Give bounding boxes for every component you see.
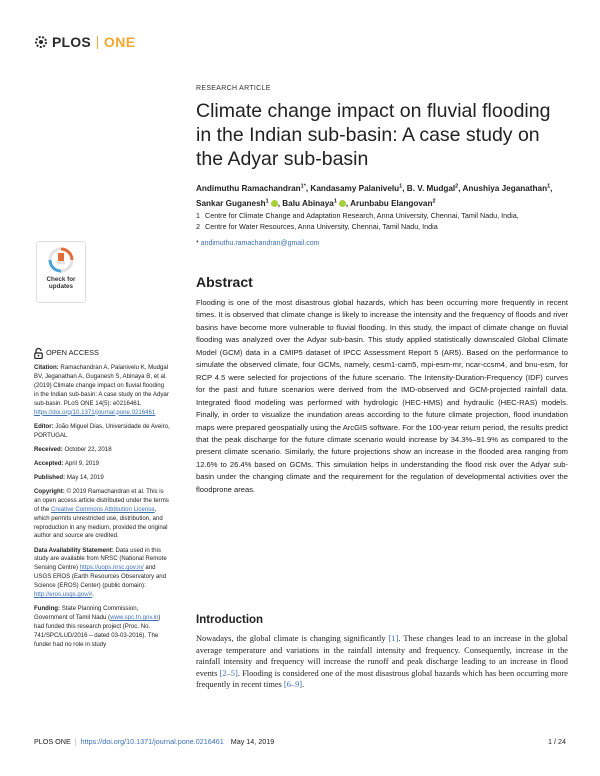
- license-link[interactable]: Creative Commons Attribution License: [50, 505, 155, 513]
- accepted-label: Accepted:: [34, 459, 64, 467]
- received-block: [34, 446, 170, 455]
- author: [350, 199, 435, 208]
- intro-text: . These changes lead to an increase in the global average temperature and variations in the rainfall intensity and frequency. Consequently, increase in the rainfall intensity and frequency will increase the runoff and peak discharge leading to an increase in flood events: [196, 634, 568, 678]
- citation-label: Citation:: [34, 364, 59, 371]
- usgs-link[interactable]: http://eros.usgs.gov/#: [34, 591, 93, 599]
- author-name: Kandasamy Palanivelu: [310, 183, 400, 193]
- copyright-block: [34, 488, 170, 541]
- corresponding-email: [196, 240, 319, 247]
- received-date: October 22, 2018: [62, 445, 112, 453]
- citation-doi-link[interactable]: https://doi.org/10.1371/journal.pone.0216461: [34, 408, 156, 416]
- author-list: [196, 180, 568, 210]
- check-updates-line2: updates: [48, 283, 74, 290]
- published-block: [34, 474, 170, 483]
- abstract-text: Flooding is one of the most disastrous global hazards, which has been occurring more frequently in recent times. It is observed that climate change is likely to increase the intensity and the frequency of floods and river basins have become more vulnerable to fluvial flooding. In this study, the impact of climate change on fluvial flooding was analyzed over the Adyar sub-basin. This study applied statistically downscaled Global Climate Model (GCM) data in a CMIP5 dataset of IPCC Assessment Report 5 (AR5). Based on the performance to simulate the observed climate, four GCMs, namely, cesm1-cam5, mpi-esm-mr, ncar-ccsm4, and bnu-esm, for RCP 4.5 were selected for projections of the future scenario. The Intensity-Duration-Frequency (IDF) curves for the past and future scenarios were derived from the IMD-observed and GCM-projected rainfall data. Integrated flood modeling was performed with hydrologic (HEC-HMS) and hydraulic (HEC-RAS) models. Finally, in order to visualize the inundation areas according to the future climate projection, flood inundation maps were prepared geospatially using the ArcGIS software. For the 100-year return period, the results predict that the peak discharge for the future climate scenario would increase by 34.3%–91.9% as compared to the present climate scenario. Similarly, the future projections show an increase in the flooded area ranging from 12.6% to 26.4% based on GCMs. This simulation helps in understanding the flood risk over the Adyar sub-basin under the changing climate and the requirement for the regulation of developmental activities over the floodprone areas.: [196, 298, 568, 494]
- journal-logo: [34, 34, 135, 50]
- copyright-text: © 2019 Ramachandran et al. This is an open access article distributed under the terms of the: [34, 487, 169, 513]
- affiliation-1: [196, 211, 568, 222]
- intro-text: .: [302, 680, 305, 690]
- email-link[interactable]: andimuthu.ramachandran@gmail.com: [200, 240, 320, 247]
- orcid-icon[interactable]: [339, 200, 346, 207]
- open-lock-icon: [34, 348, 43, 359]
- editor-block: [34, 423, 170, 441]
- reference-link[interactable]: [2–5]: [219, 668, 238, 678]
- page-footer: [34, 737, 566, 746]
- author: [282, 199, 350, 208]
- affiliation-text: Centre for Climate Change and Adaptation Research, Anna University, Chennai, Tamil Nadu, India,: [205, 211, 519, 220]
- plos-logo-icon: [34, 35, 48, 49]
- published-label: Published:: [34, 473, 66, 481]
- author-affiliation-sup: 1: [300, 183, 304, 189]
- author-name: Andimuthu Ramachandran: [196, 183, 301, 193]
- author-name: B. V. Mudgal: [406, 183, 456, 193]
- data-availability-text: and USGS EROS (Earth Resources Observatory and Science (EROS) Center) (public domain):: [34, 564, 167, 590]
- affiliation-number: 1: [196, 211, 200, 220]
- editor-label: Editor:: [34, 422, 54, 430]
- affiliation-text: Centre for Water Resources, Anna University, Chennai, Tamil Nadu, India: [205, 221, 438, 231]
- author-affiliation-sup: 1: [547, 183, 551, 189]
- author-name: Anushiya Jeganathan: [462, 183, 548, 193]
- page-number: 1 / 24: [548, 737, 566, 746]
- author-affiliation-sup: 1: [399, 183, 403, 189]
- author: [407, 184, 463, 193]
- data-availability-label: Data Availability Statement:: [34, 546, 114, 554]
- funding-text: ) had funded this research project (Proc. No. 741/SPC/LUD/2016 – dated 03-03-2016). The funder had no role in study: [34, 614, 161, 648]
- copyright-label: Copyright:: [34, 487, 65, 495]
- orcid-icon[interactable]: [271, 200, 278, 207]
- affiliation-number: 2: [196, 221, 200, 231]
- citation-block: [34, 364, 170, 417]
- author-affiliation-sup: 2: [432, 198, 436, 205]
- nrsc-link[interactable]: https://uops.nrsc.gov.in/: [79, 564, 144, 572]
- article-type: RESEARCH ARTICLE: [196, 85, 271, 92]
- author: [196, 199, 282, 208]
- author-separator: ,: [550, 183, 553, 193]
- reference-link[interactable]: [6–9]: [283, 680, 303, 690]
- author-affiliation-sup: 1: [333, 198, 337, 205]
- article-sidebar: [34, 348, 170, 655]
- author-separator: ,: [277, 198, 283, 208]
- intro-text: . Flooding is considered one of the most disastrous global hazards which has been occurring more frequently in recent times: [196, 668, 568, 690]
- author: [462, 184, 552, 193]
- data-availability-text: Data used in this study are available from NRSC (National Remote Sensing Centre): [34, 546, 167, 572]
- email-star: *: [196, 240, 199, 247]
- reference-link[interactable]: [1]: [388, 634, 399, 643]
- footer-doi-link[interactable]: https://doi.org/10.1371/journal.pone.0216461: [80, 737, 224, 746]
- check-updates-label: [46, 276, 75, 290]
- corresponding-author-star: *: [303, 183, 306, 189]
- introduction-heading: Introduction: [196, 614, 264, 626]
- open-access-label: OPEN ACCESS: [46, 348, 99, 358]
- author: [196, 184, 310, 193]
- affiliation-2: [196, 222, 568, 233]
- abstract-heading: Abstract: [196, 274, 253, 290]
- logo-plos-text: PLOS: [52, 34, 91, 50]
- introduction-text: [196, 633, 568, 691]
- funding-text: State Planning Commission, Government of Tamil Nadu (: [34, 605, 139, 622]
- copyright-text: , which permits unrestricted use, distribution, and reproduction in any medium, provided the original author and source are credited.: [34, 505, 168, 540]
- citation-text: Ramachandran A, Palanivelu K, Mudgal BV, Jeganathan A, Guganesh S, Abinaya B, et al. (2019) Climate change impact on fluvial flooding in the Indian sub-basin: A case study on the Adyar sub-basin. PLoS ONE 14(5): e0216461.: [34, 364, 169, 407]
- editor-text: João Miguel Dias, Universidade de Aveiro, PORTUGAL: [34, 422, 170, 439]
- footer-separator: |: [74, 737, 77, 746]
- logo-divider: [97, 36, 98, 49]
- funding-label: Funding:: [34, 605, 61, 613]
- funder-link[interactable]: www.spc.tn.gov.in: [110, 614, 159, 622]
- author-separator: ,: [305, 183, 311, 193]
- accepted-date: April 9, 2019: [63, 459, 100, 467]
- author-name: Balu Abinaya: [282, 198, 334, 208]
- published-date: May 14, 2019: [65, 473, 104, 481]
- author-affiliation-sup: 2: [455, 183, 459, 189]
- data-availability-block: [34, 547, 170, 600]
- author-name: Sankar Guganesh: [196, 198, 266, 208]
- logo-one-text: ONE: [103, 34, 136, 50]
- article-title: Climate change impact on fluvial flooding in the Indian sub-basin: A case study on the Adyar sub-basin: [196, 100, 551, 170]
- check-for-updates-button[interactable]: [36, 241, 86, 303]
- author-affiliation-sup: 1: [265, 198, 269, 205]
- footer-journal: PLOS ONE: [34, 737, 71, 746]
- intro-text: Nowadays, the global climate is changing significantly: [196, 634, 389, 643]
- author: [310, 184, 406, 193]
- author-name: Arunbabu Elangovan: [350, 198, 433, 208]
- check-updates-line1: Check for: [46, 276, 76, 283]
- footer-left: [34, 737, 274, 746]
- author-separator: ,: [458, 183, 463, 193]
- accepted-block: [34, 460, 170, 469]
- check-updates-icon: [48, 247, 74, 273]
- data-availability-text: .: [92, 591, 94, 599]
- author-separator: ,: [402, 183, 407, 193]
- open-access-badge: [34, 348, 170, 359]
- author-separator: ,: [345, 198, 351, 208]
- received-label: Received:: [34, 445, 63, 453]
- funding-block: [34, 605, 170, 650]
- footer-date: May 14, 2019: [230, 737, 275, 746]
- affiliations: [196, 211, 568, 232]
